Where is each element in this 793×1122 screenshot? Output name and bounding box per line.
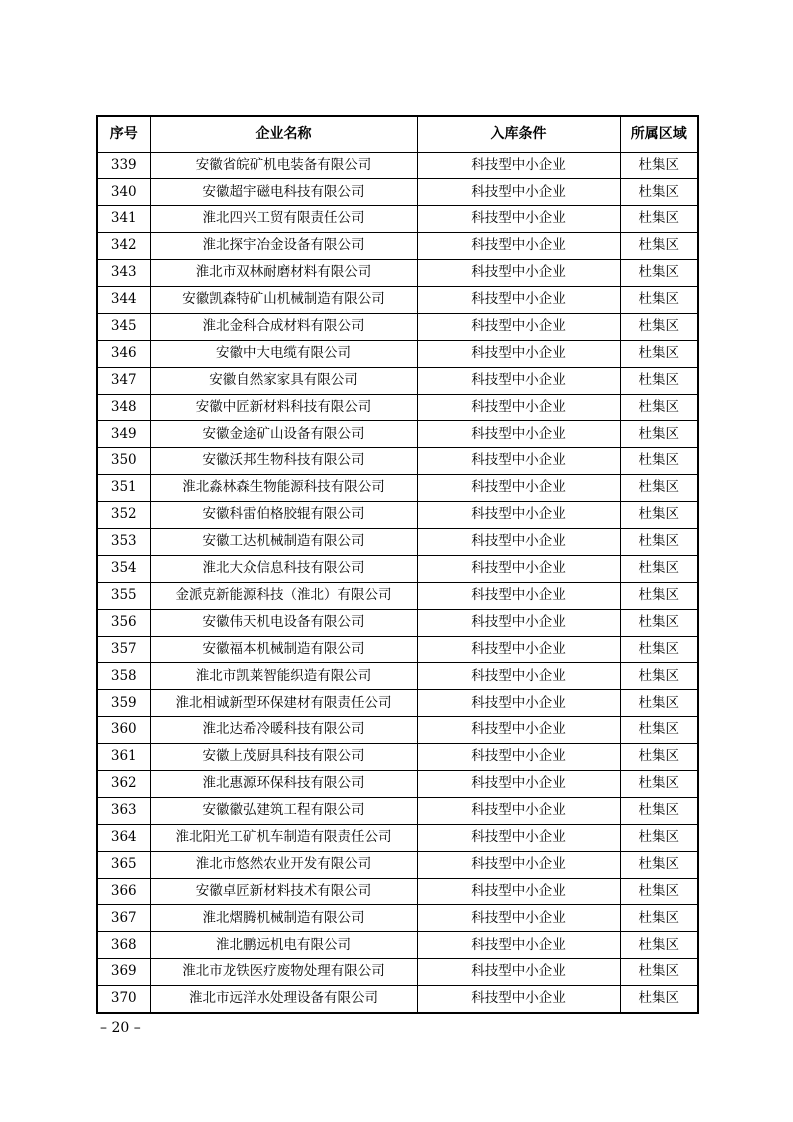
cell-entry-condition: 科技型中小企业: [417, 797, 620, 824]
cell-district: 杜集区: [620, 448, 698, 475]
cell-entry-condition: 科技型中小企业: [417, 770, 620, 797]
cell-serial-number: 348: [97, 394, 150, 421]
table-row: [97, 206, 698, 233]
cell-serial-number: 359: [97, 690, 150, 717]
cell-serial-number: 354: [97, 555, 150, 582]
cell-entry-condition: 科技型中小企业: [417, 744, 620, 771]
cell-company-name: 安徽卓匠新材料技术有限公司: [150, 878, 417, 905]
cell-company-name: 淮北惠源环保科技有限公司: [150, 770, 417, 797]
cell-serial-number: 353: [97, 528, 150, 555]
table-row: [97, 717, 698, 744]
cell-serial-number: 356: [97, 609, 150, 636]
cell-entry-condition: 科技型中小企业: [417, 555, 620, 582]
table-row: [97, 528, 698, 555]
cell-company-name: 安徽徽弘建筑工程有限公司: [150, 797, 417, 824]
table-row: [97, 690, 698, 717]
cell-entry-condition: 科技型中小企业: [417, 152, 620, 179]
cell-company-name: 安徽科雷伯格胶辊有限公司: [150, 502, 417, 529]
cell-entry-condition: 科技型中小企业: [417, 528, 620, 555]
cell-serial-number: 370: [97, 986, 150, 1013]
table-row: [97, 286, 698, 313]
table-row: [97, 340, 698, 367]
cell-serial-number: 349: [97, 421, 150, 448]
table-body: [97, 152, 698, 1013]
cell-company-name: 安徽凯森特矿山机械制造有限公司: [150, 286, 417, 313]
cell-district: 杜集区: [620, 179, 698, 206]
header-company-name: 企业名称: [150, 116, 417, 152]
cell-serial-number: 355: [97, 582, 150, 609]
cell-serial-number: 343: [97, 260, 150, 287]
table-row: [97, 448, 698, 475]
cell-company-name: 淮北探宇冶金设备有限公司: [150, 233, 417, 260]
cell-district: 杜集区: [620, 744, 698, 771]
cell-serial-number: 357: [97, 636, 150, 663]
cell-entry-condition: 科技型中小企业: [417, 179, 620, 206]
cell-serial-number: 369: [97, 959, 150, 986]
cell-entry-condition: 科技型中小企业: [417, 582, 620, 609]
cell-company-name: 淮北四兴工贸有限责任公司: [150, 206, 417, 233]
cell-district: 杜集区: [620, 206, 698, 233]
cell-entry-condition: 科技型中小企业: [417, 824, 620, 851]
enterprise-table: [96, 115, 699, 1014]
cell-district: 杜集区: [620, 824, 698, 851]
cell-company-name: 安徽上茂厨具科技有限公司: [150, 744, 417, 771]
cell-serial-number: 367: [97, 905, 150, 932]
cell-serial-number: 363: [97, 797, 150, 824]
header-serial-number: 序号: [97, 116, 150, 152]
cell-company-name: 淮北金科合成材料有限公司: [150, 313, 417, 340]
table-row: [97, 313, 698, 340]
cell-entry-condition: 科技型中小企业: [417, 313, 620, 340]
table-row: [97, 260, 698, 287]
cell-district: 杜集区: [620, 932, 698, 959]
cell-entry-condition: 科技型中小企业: [417, 286, 620, 313]
cell-company-name: 淮北市悠然农业开发有限公司: [150, 851, 417, 878]
table-row: [97, 932, 698, 959]
cell-district: 杜集区: [620, 905, 698, 932]
cell-company-name: 安徽自然家家具有限公司: [150, 367, 417, 394]
cell-district: 杜集区: [620, 152, 698, 179]
cell-district: 杜集区: [620, 851, 698, 878]
cell-entry-condition: 科技型中小企业: [417, 905, 620, 932]
cell-district: 杜集区: [620, 609, 698, 636]
cell-serial-number: 342: [97, 233, 150, 260]
cell-entry-condition: 科技型中小企业: [417, 475, 620, 502]
cell-district: 杜集区: [620, 367, 698, 394]
cell-entry-condition: 科技型中小企业: [417, 502, 620, 529]
cell-company-name: 淮北鹏远机电有限公司: [150, 932, 417, 959]
cell-entry-condition: 科技型中小企业: [417, 959, 620, 986]
cell-district: 杜集区: [620, 690, 698, 717]
cell-serial-number: 351: [97, 475, 150, 502]
table-row: [97, 179, 698, 206]
cell-company-name: 淮北达希冷暖科技有限公司: [150, 717, 417, 744]
cell-entry-condition: 科技型中小企业: [417, 878, 620, 905]
cell-company-name: 安徽福本机械制造有限公司: [150, 636, 417, 663]
cell-company-name: 金派克新能源科技（淮北）有限公司: [150, 582, 417, 609]
cell-district: 杜集区: [620, 770, 698, 797]
cell-serial-number: 340: [97, 179, 150, 206]
cell-company-name: 安徽金途矿山设备有限公司: [150, 421, 417, 448]
cell-company-name: 安徽沃邦生物科技有限公司: [150, 448, 417, 475]
cell-district: 杜集区: [620, 986, 698, 1013]
cell-entry-condition: 科技型中小企业: [417, 986, 620, 1013]
cell-district: 杜集区: [620, 797, 698, 824]
cell-serial-number: 352: [97, 502, 150, 529]
cell-serial-number: 347: [97, 367, 150, 394]
table-row: [97, 475, 698, 502]
cell-entry-condition: 科技型中小企业: [417, 851, 620, 878]
cell-company-name: 淮北熠腾机械制造有限公司: [150, 905, 417, 932]
cell-district: 杜集区: [620, 878, 698, 905]
cell-entry-condition: 科技型中小企业: [417, 206, 620, 233]
cell-entry-condition: 科技型中小企业: [417, 448, 620, 475]
table-row: [97, 959, 698, 986]
cell-district: 杜集区: [620, 663, 698, 690]
cell-serial-number: 358: [97, 663, 150, 690]
table-row: [97, 502, 698, 529]
table-row: [97, 851, 698, 878]
cell-district: 杜集区: [620, 475, 698, 502]
cell-entry-condition: 科技型中小企业: [417, 690, 620, 717]
cell-entry-condition: 科技型中小企业: [417, 367, 620, 394]
cell-company-name: 淮北相诚新型环保建材有限责任公司: [150, 690, 417, 717]
cell-serial-number: 365: [97, 851, 150, 878]
cell-entry-condition: 科技型中小企业: [417, 932, 620, 959]
cell-company-name: 淮北市凯莱智能织造有限公司: [150, 663, 417, 690]
cell-serial-number: 362: [97, 770, 150, 797]
cell-district: 杜集区: [620, 394, 698, 421]
table-row: [97, 824, 698, 851]
cell-entry-condition: 科技型中小企业: [417, 663, 620, 690]
cell-company-name: 安徽省皖矿机电装备有限公司: [150, 152, 417, 179]
cell-serial-number: 364: [97, 824, 150, 851]
table-row: [97, 609, 698, 636]
cell-district: 杜集区: [620, 717, 698, 744]
cell-entry-condition: 科技型中小企业: [417, 394, 620, 421]
cell-company-name: 淮北大众信息科技有限公司: [150, 555, 417, 582]
cell-district: 杜集区: [620, 421, 698, 448]
cell-company-name: 淮北淼林森生物能源科技有限公司: [150, 475, 417, 502]
cell-entry-condition: 科技型中小企业: [417, 717, 620, 744]
table-row: [97, 555, 698, 582]
table-row: [97, 582, 698, 609]
cell-company-name: 安徽伟天机电设备有限公司: [150, 609, 417, 636]
cell-district: 杜集区: [620, 555, 698, 582]
cell-company-name: 淮北市远洋水处理设备有限公司: [150, 986, 417, 1013]
cell-serial-number: 341: [97, 206, 150, 233]
cell-entry-condition: 科技型中小企业: [417, 609, 620, 636]
cell-district: 杜集区: [620, 528, 698, 555]
table-row: [97, 878, 698, 905]
cell-serial-number: 366: [97, 878, 150, 905]
table-row: [97, 663, 698, 690]
header-entry-condition: 入库条件: [417, 116, 620, 152]
cell-company-name: 淮北市双林耐磨材料有限公司: [150, 260, 417, 287]
cell-district: 杜集区: [620, 340, 698, 367]
cell-company-name: 安徽中匠新材料科技有限公司: [150, 394, 417, 421]
cell-serial-number: 344: [97, 286, 150, 313]
cell-district: 杜集区: [620, 260, 698, 287]
cell-district: 杜集区: [620, 582, 698, 609]
header-row: [97, 116, 698, 152]
cell-serial-number: 346: [97, 340, 150, 367]
table-row: [97, 394, 698, 421]
cell-district: 杜集区: [620, 636, 698, 663]
table-row: [97, 152, 698, 179]
header-district: 所属区域: [620, 116, 698, 152]
table-row: [97, 797, 698, 824]
cell-entry-condition: 科技型中小企业: [417, 340, 620, 367]
cell-district: 杜集区: [620, 286, 698, 313]
cell-serial-number: 339: [97, 152, 150, 179]
cell-district: 杜集区: [620, 959, 698, 986]
cell-serial-number: 368: [97, 932, 150, 959]
page-number: – 20 –: [100, 1020, 141, 1036]
cell-company-name: 安徽中大电缆有限公司: [150, 340, 417, 367]
table-row: [97, 986, 698, 1013]
table-row: [97, 905, 698, 932]
table-row: [97, 636, 698, 663]
table-row: [97, 233, 698, 260]
table-header: [97, 116, 698, 152]
table-row: [97, 744, 698, 771]
cell-district: 杜集区: [620, 502, 698, 529]
cell-serial-number: 345: [97, 313, 150, 340]
cell-serial-number: 350: [97, 448, 150, 475]
cell-company-name: 安徽工达机械制造有限公司: [150, 528, 417, 555]
cell-entry-condition: 科技型中小企业: [417, 233, 620, 260]
cell-entry-condition: 科技型中小企业: [417, 421, 620, 448]
cell-company-name: 淮北阳光工矿机车制造有限责任公司: [150, 824, 417, 851]
cell-company-name: 淮北市龙铁医疗废物处理有限公司: [150, 959, 417, 986]
cell-entry-condition: 科技型中小企业: [417, 260, 620, 287]
table-row: [97, 770, 698, 797]
table-row: [97, 421, 698, 448]
cell-entry-condition: 科技型中小企业: [417, 636, 620, 663]
cell-serial-number: 360: [97, 717, 150, 744]
cell-serial-number: 361: [97, 744, 150, 771]
cell-district: 杜集区: [620, 233, 698, 260]
table-row: [97, 367, 698, 394]
cell-district: 杜集区: [620, 313, 698, 340]
cell-company-name: 安徽超宇磁电科技有限公司: [150, 179, 417, 206]
